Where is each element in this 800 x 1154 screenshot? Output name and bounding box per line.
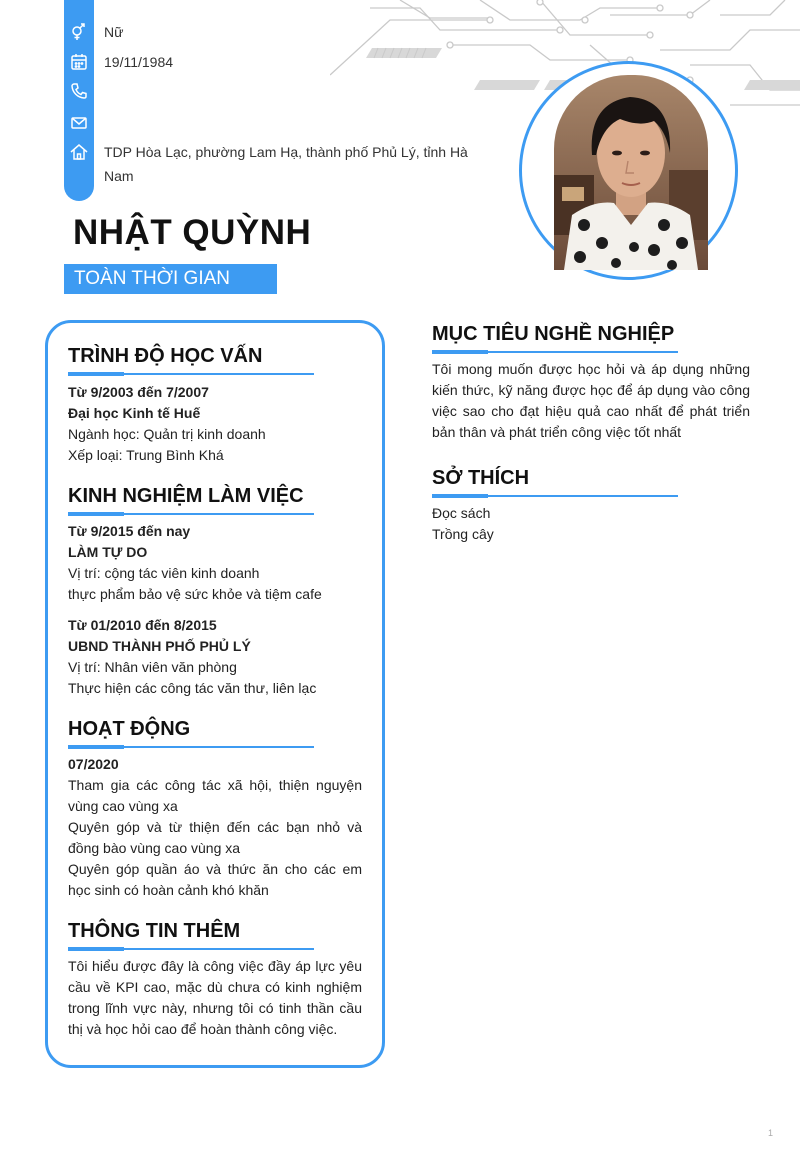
avatar: [554, 75, 708, 270]
job-period: Từ 01/2010 đến 8/2015: [68, 617, 217, 633]
activities-date: 07/2020: [68, 756, 119, 772]
experience-underline: [68, 513, 314, 515]
activity-item: Quyên góp quần áo và thức ăn cho các em học sinh có hoàn cảnh khó khăn: [68, 861, 362, 898]
phone-icon: [69, 81, 89, 101]
job-position: Vị trí: cộng tác viên kinh doanh: [68, 565, 260, 581]
experience-title: KINH NGHIỆM LÀM VIỆC: [68, 485, 304, 507]
activities-underline: [68, 746, 314, 748]
job-type-badge: TOÀN THỜI GIAN: [64, 264, 277, 294]
candidate-name: NHẬT QUỲNH: [73, 213, 312, 252]
email-icon: [69, 113, 89, 133]
education-school: Đại học Kinh tế Huế: [68, 405, 201, 421]
education-title: TRÌNH ĐỘ HỌC VẤN: [68, 345, 263, 367]
job-company: UBND THÀNH PHỐ PHỦ LÝ: [68, 638, 251, 654]
address-text: TDP Hòa Lạc, phường Lam Hạ, thành phố Phủ Lý, tỉnh Hà Nam: [104, 144, 468, 184]
job-position: Vị trí: Nhân viên văn phòng: [68, 659, 237, 675]
birthday-text: 19/11/1984: [104, 54, 174, 70]
activities-title: HOẠT ĐỘNG: [68, 718, 191, 740]
additional-underline: [68, 948, 314, 950]
objective-text: Tôi mong muốn được học hỏi và áp dụng những kiến thức, kỹ năng được học để áp dụng vào công việc sao cho đạt hiệu quả cao nhất để phát triển bản thân và phát triển công việc tốt nhất: [432, 361, 750, 440]
job-detail: Thực hiện các công tác văn thư, liên lạc: [68, 680, 317, 696]
objective-title: MỤC TIÊU NGHỀ NGHIỆP: [432, 323, 675, 345]
activity-item: Quyên góp và từ thiện đến các bạn nhỏ và đồng bào vùng cao vùng xa: [68, 819, 362, 856]
hobby-item: Đọc sách: [432, 505, 491, 521]
education-grade: Xếp loại: Trung Bình Khá: [68, 447, 224, 463]
page-number: 1: [768, 1128, 774, 1138]
gender-text: Nữ: [104, 24, 124, 40]
home-icon: [69, 142, 89, 162]
gender-icon: [69, 22, 89, 42]
objective-underline: [432, 351, 678, 353]
additional-text: Tôi hiểu được đây là công việc đầy áp lực yêu cầu về KPI cao, mặc dù chưa có kinh nghiệm trong lĩnh vực này, nhưng tôi có tinh thần cầu thị và học hỏi cao để hoàn thành công việc.: [68, 958, 362, 1037]
calendar-icon: [69, 52, 89, 72]
job-company: LÀM TỰ DO: [68, 544, 148, 560]
additional-title: THÔNG TIN THÊM: [68, 920, 241, 942]
job-period: Từ 9/2015 đến nay: [68, 523, 191, 539]
education-period: Từ 9/2003 đến 7/2007: [68, 384, 209, 400]
hobbies-title: SỞ THÍCH: [432, 467, 530, 489]
hobbies-underline: [432, 495, 678, 497]
job-detail: thực phẩm bảo vệ sức khỏe và tiệm cafe: [68, 586, 322, 602]
activity-item: Tham gia các công tác xã hội, thiện nguyện vùng cao vùng xa: [68, 777, 362, 814]
education-underline: [68, 373, 314, 375]
hobby-item: Trồng cây: [432, 526, 494, 542]
education-major: Ngành học: Quản trị kinh doanh: [68, 426, 266, 442]
